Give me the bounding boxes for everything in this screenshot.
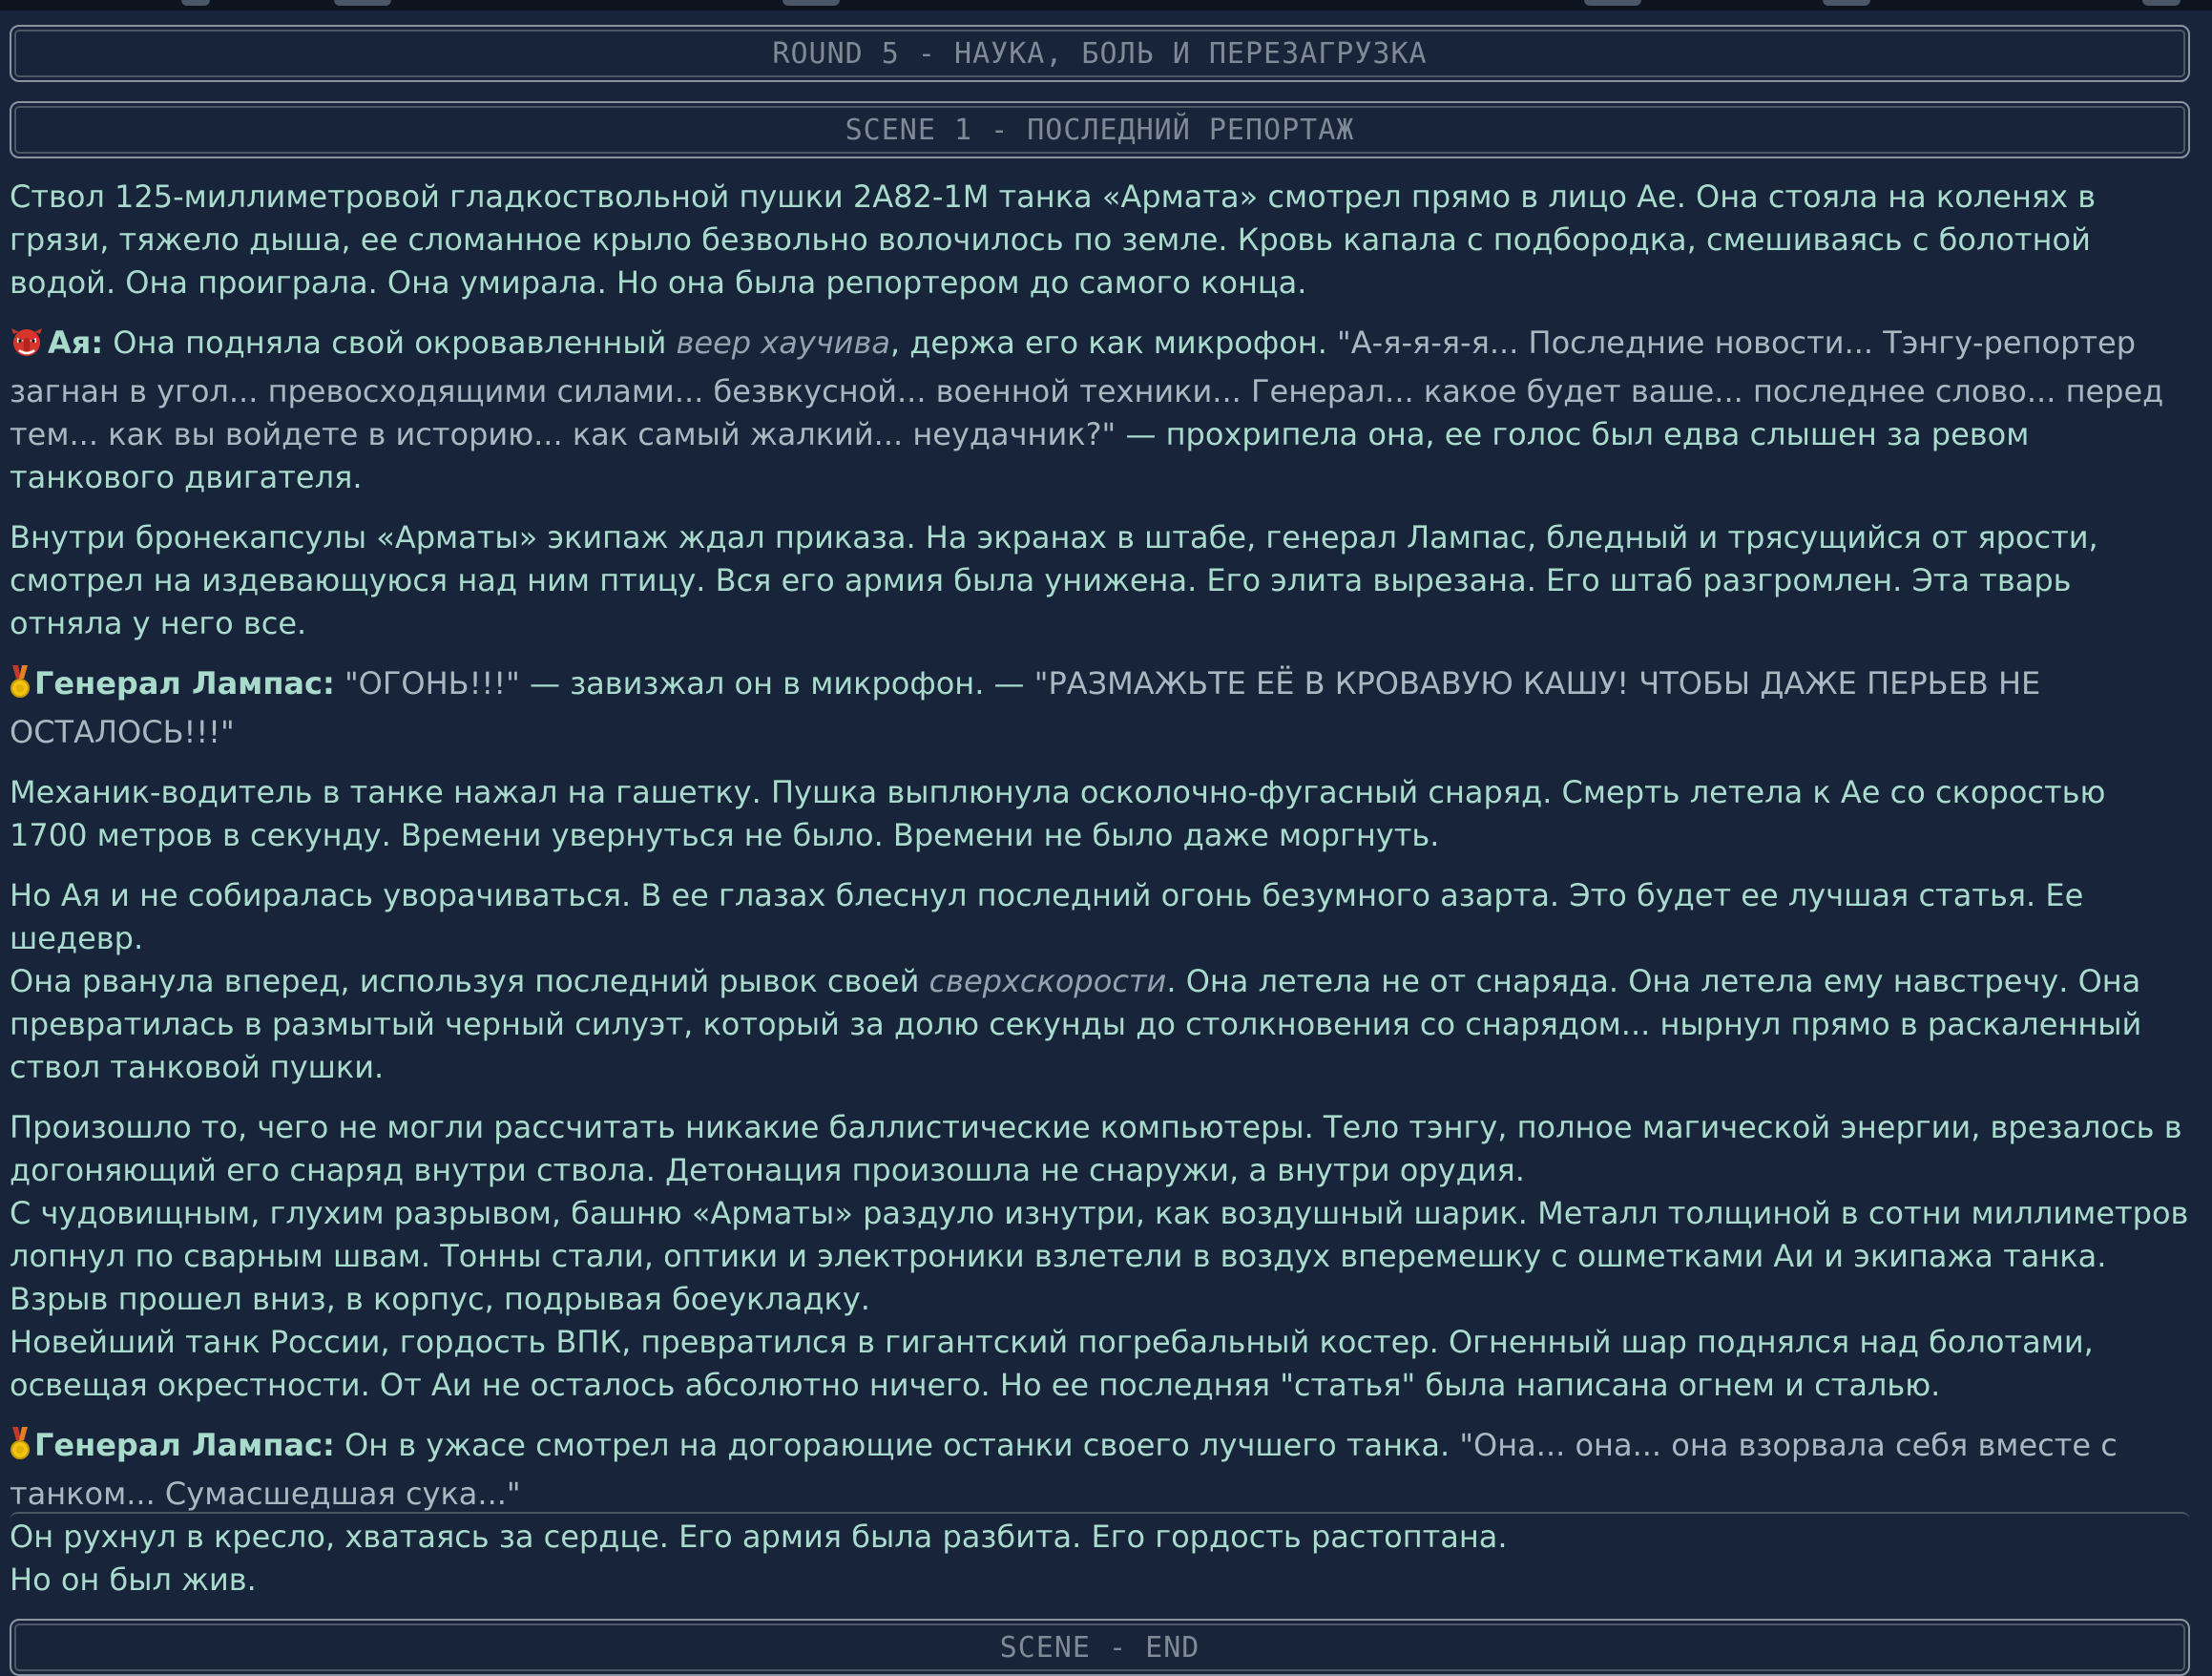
scene-banner: SCENE 1 - ПОСЛЕДНИЙ РЕПОРТАЖ [10,101,2190,158]
medal-icon [10,1427,31,1473]
item-name: веер хаучива [676,325,890,361]
narration-line: . Она летела не от снаряда. Она летела ему навстречу. Она превратилась в размытый черный силуэт, который за долю секунды до столкновения со снарядом... нырнул прямо в раскаленный ствол танковой пушки. [10,963,2142,1085]
narration-line: Произошло то, чего не могли рассчитать никакие баллистические компьютеры. Тело тэнгу, полное магической энергии, врезалось в догоняющий его снаряд внутри ствола. Детонация произошла не снаружи, а внутри орудия. [10,1109,2182,1188]
next-block-edge [10,1512,2190,1520]
action-text: , держа его как микрофон. [889,325,1338,361]
narration-paragraph: Внутри бронекапсулы «Арматы» экипаж ждал приказа. На экранах в штабе, генерал Лампас, бледный и трясущийся от ярости, смотрел на издевающуюся над ним птицу. Вся его армия была унижена. Его элита вырезана. Его штаб разгромлен. Эта тварь отняла у него все. [10,519,2098,641]
speaker-name: Генерал Лампас: [34,1427,335,1463]
chat-message [10,25,2190,1676]
dialogue-quote: "РАЗМАЖЬТЕ ЕЁ В КРОВАВУЮ КАШУ! ЧТОБЫ ДАЖЕ ПЕРЬЕВ НЕ ОСТАЛОСЬ!!!" [10,665,2041,750]
narration-paragraph [10,874,2190,1089]
aya-dialogue [10,322,2190,499]
toolbar-icon[interactable] [181,0,210,6]
tengu-mask-icon [10,325,44,370]
toolbar-icon[interactable] [334,0,391,6]
narration-paragraph [10,1106,2190,1407]
narration-line: Она рванула вперед, используя последний рывок своей [10,963,929,999]
narration-line: Новейший танк России, гордость ВПК, превратился в гигантский погребальный костер. Огненный шар поднялся над болотами, освещая окрестности. От Аи не осталось абсолютно ничего. Но ее последняя "статья" была написана огнем и сталью. [10,1324,2094,1403]
window-top-bar [0,0,2212,10]
scene-end-banner: SCENE - END [10,1619,2190,1676]
action-text: Она подняла свой окровавленный [103,325,677,361]
action-text: — прохрипела она, ее голос был едва слышен за ревом танкового двигателя. [10,416,2030,495]
round-banner: ROUND 5 - НАУКА, БОЛЬ И ПЕРЕЗАГРУЗКА [10,25,2190,82]
toolbar-icon[interactable] [783,0,840,6]
speaker-name: Ая: [48,325,104,361]
narration-line: Но он был жив. [10,1561,257,1598]
action-text: Он в ужасе смотрел на догорающие останки своего лучшего танка. [334,1427,1460,1463]
action-text: — завизжал он в микрофон. — [519,665,1034,702]
toolbar-icon[interactable] [2142,0,2181,6]
dialogue-quote: "А-я-я-я-я... Последние новости... Тэнгу-репортер загнан в угол... превосходящими силами... безвкусной... военной техники... Генерал... какое будет ваше... последнее слово... перед тем... как вы войдете в историю... как самый жалкий... неудачник?" [10,325,2164,452]
toolbar-icon[interactable] [1823,0,1870,6]
general-dialogue [10,662,2190,754]
ability-name: сверхскорости [929,963,1167,999]
dialogue-quote: "Она... она... она взорвала себя вместе с танком... Сумасшедшая сука..." [10,1427,2118,1512]
narration-line: Он рухнул в кресло, хватаясь за сердце. Его армия была разбита. Его гордость растоптана. [10,1519,1508,1555]
dialogue-quote: "ОГОНЬ!!!" [334,665,520,702]
toolbar-icon[interactable] [1584,0,1641,6]
speaker-name: Генерал Лампас: [34,665,335,702]
narration-line: Но Ая и не собиралась уворачиваться. В ее глазах блеснул последний огонь безумного азарта. Это будет ее лучшая статья. Ее шедевр. [10,877,2084,956]
narration-paragraph: Ствол 125-миллиметровой гладкоствольной пушки 2А82-1М танка «Армата» смотрел прямо в лицо Ае. Она стояла на коленях в грязи, тяжело дыша, ее сломанное крыло безвольно волочилось по земле. Кровь капала с подбородка, смешиваясь с болотной водой. Она проиграла. Она умирала. Но она была репортером до самого конца. [10,178,2097,301]
narration-line: С чудовищным, глухим разрывом, башню «Арматы» раздуло изнутри, как воздушный шарик. Металл толщиной в сотни миллиметров лопнул по сварным швам. Тонны стали, оптики и электроники взлетели в воздух вперемешку с ошметками Аи и экипажа танка. Взрыв прошел вниз, в корпус, подрывая боеукладку. [10,1195,2189,1317]
medal-icon [10,665,31,711]
narration-paragraph: Механик-водитель в танке нажал на гашетку. Пушка выплюнула осколочно-фугасный снаряд. Смерть летела к Ае со скоростью 1700 метров в секунду. Времени увернуться не было. Времени не было даже моргнуть. [10,774,2106,853]
